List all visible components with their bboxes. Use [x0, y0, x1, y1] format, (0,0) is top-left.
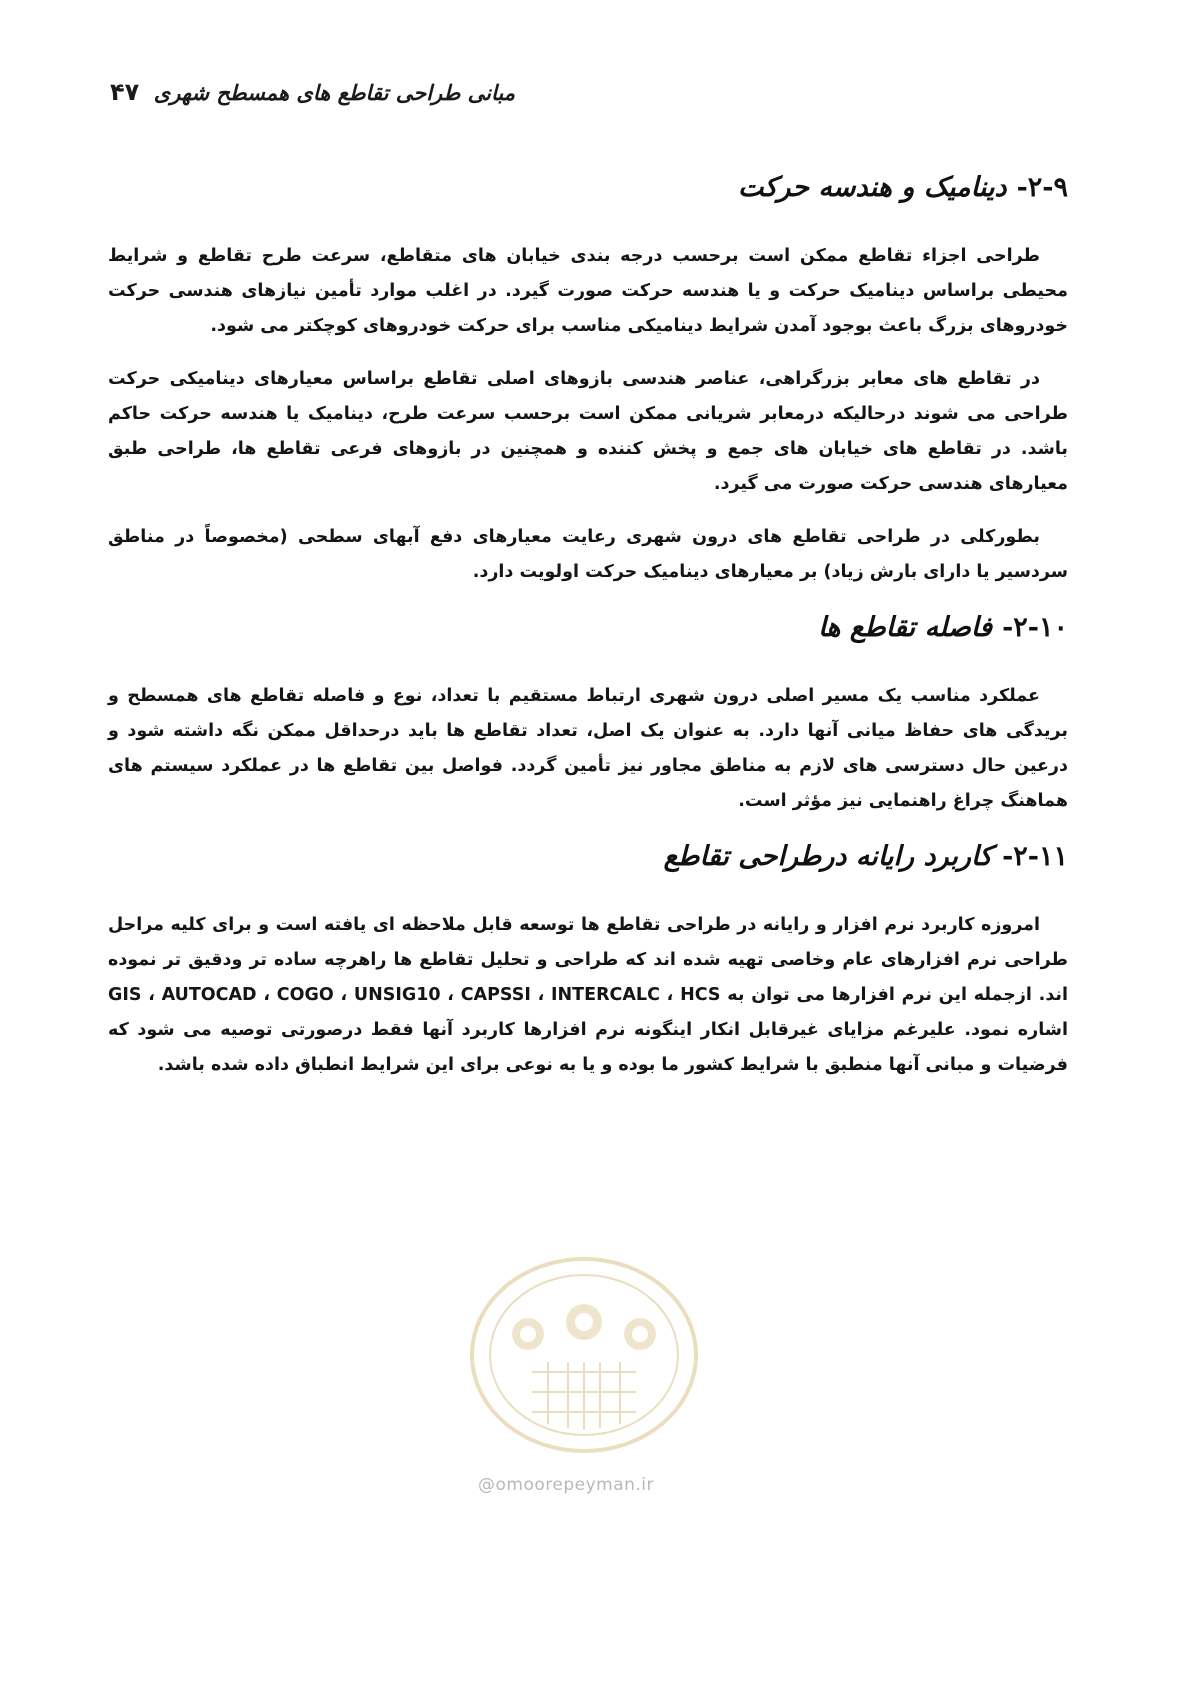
paragraph: امروزه کاربرد نرم افزار و رایانه در طراحی تقاطع ها توسعه قابل ملاحظه ای یافته است و برای کلیه مراحل طراحی نرم افزارهای عام وخاصی تهیه شده اند که طراحی و تحلیل تقاطع ها راهرچه ساده تر ودقیق تر نموده اند. ازجمله این نرم افزارها می توان به GIS ، AUTOCAD ، COGO ، UNSIG10 ، CAPSSI ، INTERCALC ، HCS اشاره نمود. علیرغم مزایای غیرقابل انکار اینگونه نرم افزارها کاربرد آنها فقط درصورتی توصیه می شود که فرضیات و مبانی آنها منطبق با شرایط کشور ما بوده و یا به نوعی برای این شرایط انطباق داده شده باشد. — [108, 915, 1068, 1075]
section-intersection-spacing — [108, 612, 1068, 819]
stamp-seal-icon — [462, 1252, 706, 1458]
section-number: ۲-۹- — [1016, 172, 1068, 203]
section-number: ۲-۱۰- — [1002, 612, 1068, 643]
watermark-text: @omoorepeyman.ir — [478, 1475, 655, 1495]
paragraph: عملکرد مناسب یک مسیر اصلی درون شهری ارتباط مستقیم با تعداد، نوع و فاصله تقاطع های همسطح و بریدگی های حفاظ میانی آنها دارد. به عنوان یک اصل، تعداد تقاطع ها باید درحداقل ممکن نگه داشته شود و درعین حال دسترسی های لازم به مناطق مجاور نیز تأمین گردد. فواصل بین تقاطع ها در عملکرد سیستم های هماهنگ چراغ راهنمایی نیز مؤثر است. — [108, 686, 1068, 811]
paragraph: در تقاطع های معابر بزرگراهی، عناصر هندسی بازوهای اصلی تقاطع براساس معیارهای دینامیکی حرکت طراحی می شوند درحالیکه درمعابر شریانی ممکن است برحسب سرعت طرح، دینامیک یا هندسه حرکت حاکم باشد. در تقاطع های خیابان های جمع و پخش کننده و همچنین در بازوهای فرعی تقاطع ها، طراحی طبق معیارهای هندسی حرکت صورت می گیرد. — [108, 369, 1068, 494]
section-title: دینامیک و هندسه حرکت — [738, 172, 1007, 203]
section-title: فاصله تقاطع ها — [818, 612, 993, 643]
section-title: کاربرد رایانه درطراحی تقاطع — [663, 841, 993, 872]
section-dynamics-geometry — [108, 172, 1068, 590]
paragraph: بطورکلی در طراحی تقاطع های درون شهری رعایت معیارهای دفع آبهای سطحی (مخصوصاً در مناطق سردسیر یا دارای بارش زیاد) بر معیارهای دینامیک حرکت اولویت دارد. — [108, 527, 1068, 582]
section-heading — [108, 612, 1068, 643]
section-number: ۲-۱۱- — [1002, 841, 1068, 872]
section-heading — [108, 841, 1068, 872]
page-number: ۴۷ — [110, 78, 140, 106]
document-body — [108, 150, 1068, 1101]
paragraph: طراحی اجزاء تقاطع ممکن است برحسب درجه بندی خیابان های متقاطع، سرعت طرح تقاطع و شرایط محیطی براساس دینامیک حرکت و یا هندسه حرکت صورت گیرد. در اغلب موارد تأمین نیازهای هندسی حرکت خودروهای بزرگ باعث بوجود آمدن شرایط دینامیکی مناسب برای حرکت خودروهای کوچکتر می شود. — [108, 246, 1068, 336]
running-header-title: مبانی طراحی تقاطع های همسطح شهری — [153, 79, 515, 105]
running-header — [110, 72, 515, 112]
section-heading — [108, 172, 1068, 203]
section-computer-use — [108, 841, 1068, 1083]
